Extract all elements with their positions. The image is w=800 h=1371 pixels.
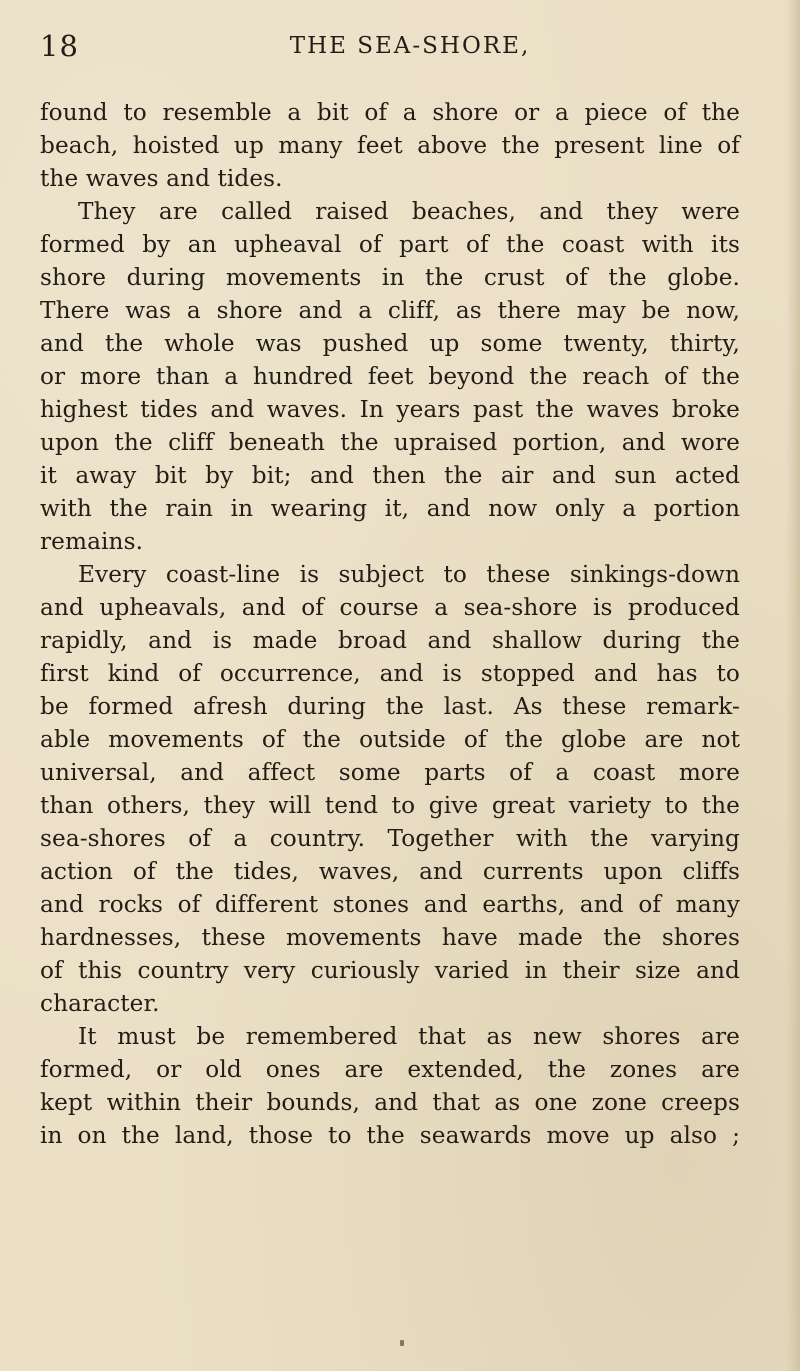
text-line: Every coast-line is subject to these sinkings-down [78, 561, 740, 588]
running-head-title: THE SEA-SHORE, [289, 33, 531, 59]
text-line: hardnesses, these movements have made the shores [40, 924, 740, 951]
page-number: 18 [40, 29, 79, 63]
page-edge-shadow [786, 0, 800, 1371]
text-line: than others, they will tend to give great variety to the [40, 792, 740, 819]
text-line: remains. [40, 528, 144, 555]
text-line: action of the tides, waves, and currents upon cliffs [40, 858, 740, 885]
text-line: rapidly, and is made broad and shallow during the [40, 627, 740, 654]
text-line: formed, or old ones are extended, the zones are [40, 1056, 740, 1083]
paragraph [40, 195, 740, 558]
text-line: sea-shores of a country. Together with the varying [40, 825, 740, 852]
text-line: in on the land, those to the seawards move up also ; [40, 1122, 740, 1149]
body-text [40, 96, 740, 1152]
text-line: or more than a hundred feet beyond the reach of the [40, 363, 740, 390]
text-line: the waves and tides. [40, 165, 283, 192]
text-line: character. [40, 990, 160, 1017]
text-line: and upheavals, and of course a sea-shore is produced [40, 594, 740, 621]
text-line: beach, hoisted up many feet above the present line of [40, 132, 740, 159]
text-line: found to resemble a bit of a shore or a piece of the [40, 99, 740, 126]
text-line: There was a shore and a cliff, as there may be now, [40, 297, 740, 324]
text-line: and the whole was pushed up some twenty, thirty, [40, 330, 740, 357]
text-line: They are called raised beaches, and they were [78, 198, 740, 225]
ink-speck [400, 1340, 404, 1346]
paragraph [40, 96, 740, 195]
text-line: it away bit by bit; and then the air and sun acted [40, 462, 740, 489]
text-line: shore during movements in the crust of the globe. [40, 264, 740, 291]
text-line: first kind of occurrence, and is stopped and has to [40, 660, 740, 687]
text-line: universal, and affect some parts of a coast more [40, 759, 740, 786]
text-line: able movements of the outside of the globe are not [40, 726, 740, 753]
paragraph [40, 558, 740, 1020]
text-line: be formed afresh during the last. As these remark- [40, 693, 740, 720]
text-line: formed by an upheaval of part of the coast with its [40, 231, 740, 258]
text-line: highest tides and waves. In years past the waves broke [40, 396, 740, 423]
paragraph [40, 1020, 740, 1152]
text-line: with the rain in wearing it, and now only a portion [40, 495, 740, 522]
text-line: and rocks of different stones and earths, and of many [40, 891, 740, 918]
text-line: kept within their bounds, and that as one zone creeps [40, 1089, 740, 1116]
running-head [40, 26, 740, 66]
text-line: of this country very curiously varied in their size and [40, 957, 740, 984]
text-line: upon the cliff beneath the upraised portion, and wore [40, 429, 740, 456]
text-line: It must be remembered that as new shores are [78, 1023, 740, 1050]
